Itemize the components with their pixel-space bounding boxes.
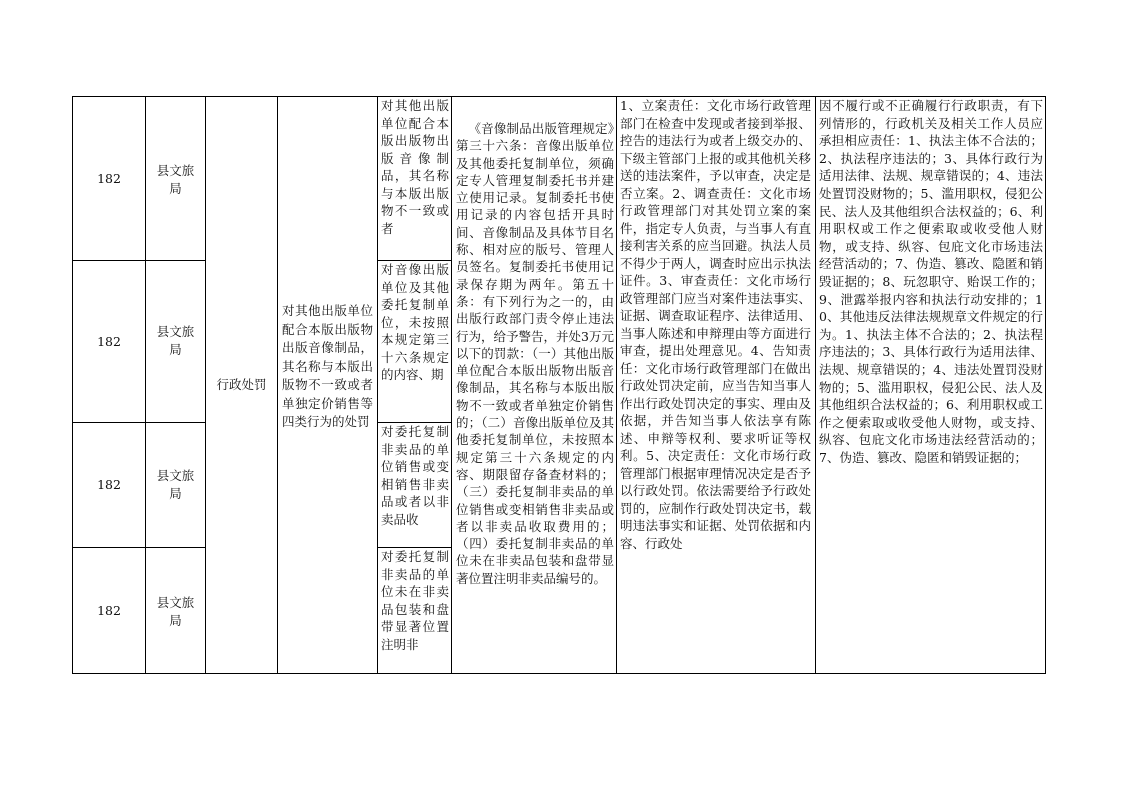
item-name: 对其他出版单位配合本版出版物出版音像制品，其名称与本版出版物不一致或者单独定价销售等四类行为的处罚: [282, 303, 373, 429]
row-number: 182: [97, 602, 121, 618]
sub-item: 对委托复制非卖品的单位销售或变相销售非卖品或者以非卖品收: [381, 424, 449, 527]
row-number: 182: [97, 477, 121, 492]
sub-item: 对音像出版单位及其他委托复制单位，未按照本规定第三十六条规定的内容、期: [381, 262, 449, 382]
legal-basis: 《音像制品出版管理规定》第三十六条：音像出版单位及其他委托复制单位，须确定专人管理复制委托书并建立使用记录。复制委托书使用记录的内容包括开具时间、音像制品及具体节目名称、相对应的版号、管理人员签名。复制委托书使用记录保存期为两年。第五十条：有下列行为之一的，由出版行政部门责令停止违法行为，给予警告，并处3万元以下的罚款：（一）其他出版单位配合本版出版物出版音像制品，其名称与本版出版物不一致或者单独定价销售的；（二）音像出版单位及其他委托复制单位，未按照本规定第三十六条规定的内容、期限留存备查材料的；（三）委托复制非卖品的单位销售或变相销售非卖品或者以非卖品收取费用的；（四）委托复制非卖品的单位未在非卖品包装和盘带显著位置注明非卖品编号的。: [456, 121, 614, 586]
row-number: 182: [97, 333, 121, 349]
department: 县文旅局: [156, 595, 195, 628]
department: 县文旅局: [156, 163, 195, 196]
department: 县文旅局: [156, 468, 195, 501]
department: 县文旅局: [156, 324, 195, 357]
power-type: 行政处罚: [216, 377, 267, 392]
sub-item: 对委托复制非卖品的单位未在非卖品包装和盘带显著位置注明非: [381, 549, 449, 652]
row-number: 182: [97, 170, 121, 186]
accountability: 因不履行或不正确履行行政职责，有下列情形的，行政机关及相关工作人员应承担相应责任：1、执法主体不合法的；2、执法程序违法的；3、具体行政行为适用法律、法规、规章错误的；4、违法处置罚没财物的；5、滥用职权，侵犯公民、法人及其他组织合法权益的；6、利用职权或工作之便索取或收受他人财物，或支持、纵容、包庇文化市场违法经营活动的；7、伪造、篡改、隐匿和销毁证据的；8、玩忽职守、贻误工作的；9、泄露举报内容和执法行动安排的；10、其他违反法律法规规章文件规定的行为。1、执法主体不合法的；2、执法程序违法的；3、具体行政行为适用法律、法规、规章错误的；4、违法处置罚没财物的；5、滥用职权，侵犯公民、法人及其他组织合法权益的；6、利用职权或工作之便索取或收受他人财物，或支持、纵容、包庇文化市场违法经营活动的；7、伪造、篡改、隐匿和销毁证据的；: [819, 98, 1043, 465]
sub-item: 对其他出版单位配合本版出版物出版音像制品，其名称与本版出版物不一致或者: [381, 98, 449, 236]
responsibilities: 1、立案责任：文化市场行政管理部门在检查中发现或者接到举报、控告的违法行为或者上级交办的、下级主管部门上报的或其他机关移送的违法案件，予以审查，决定是否立案。2、调查责任：文化市场行政管理部门对其处罚立案的案件，指定专人负责，与当事人有直接利害关系的应当回避。执法人员不得少于两人，调查时应出示执法证件。3、审查责任：文化市场行政管理部门应当对案件违法事实、证据、调查取证程序、法律适用、当事人陈述和申辩理由等方面进行审查，提出处理意见。4、告知责任：文化市场行政管理部门在做出行政处罚决定前，应当告知当事人作出行政处罚决定的事实、理由及依据，并告知当事人依法享有陈述、申辩等权利、要求听证等权利。5、决定责任：文化市场行政管理部门根据审理情况决定是否予以行政处罚。依法需要给予行政处罚的，应制作行政处罚决定书，载明违法事实和证据、处罚依据和内容、行政处: [620, 98, 811, 551]
